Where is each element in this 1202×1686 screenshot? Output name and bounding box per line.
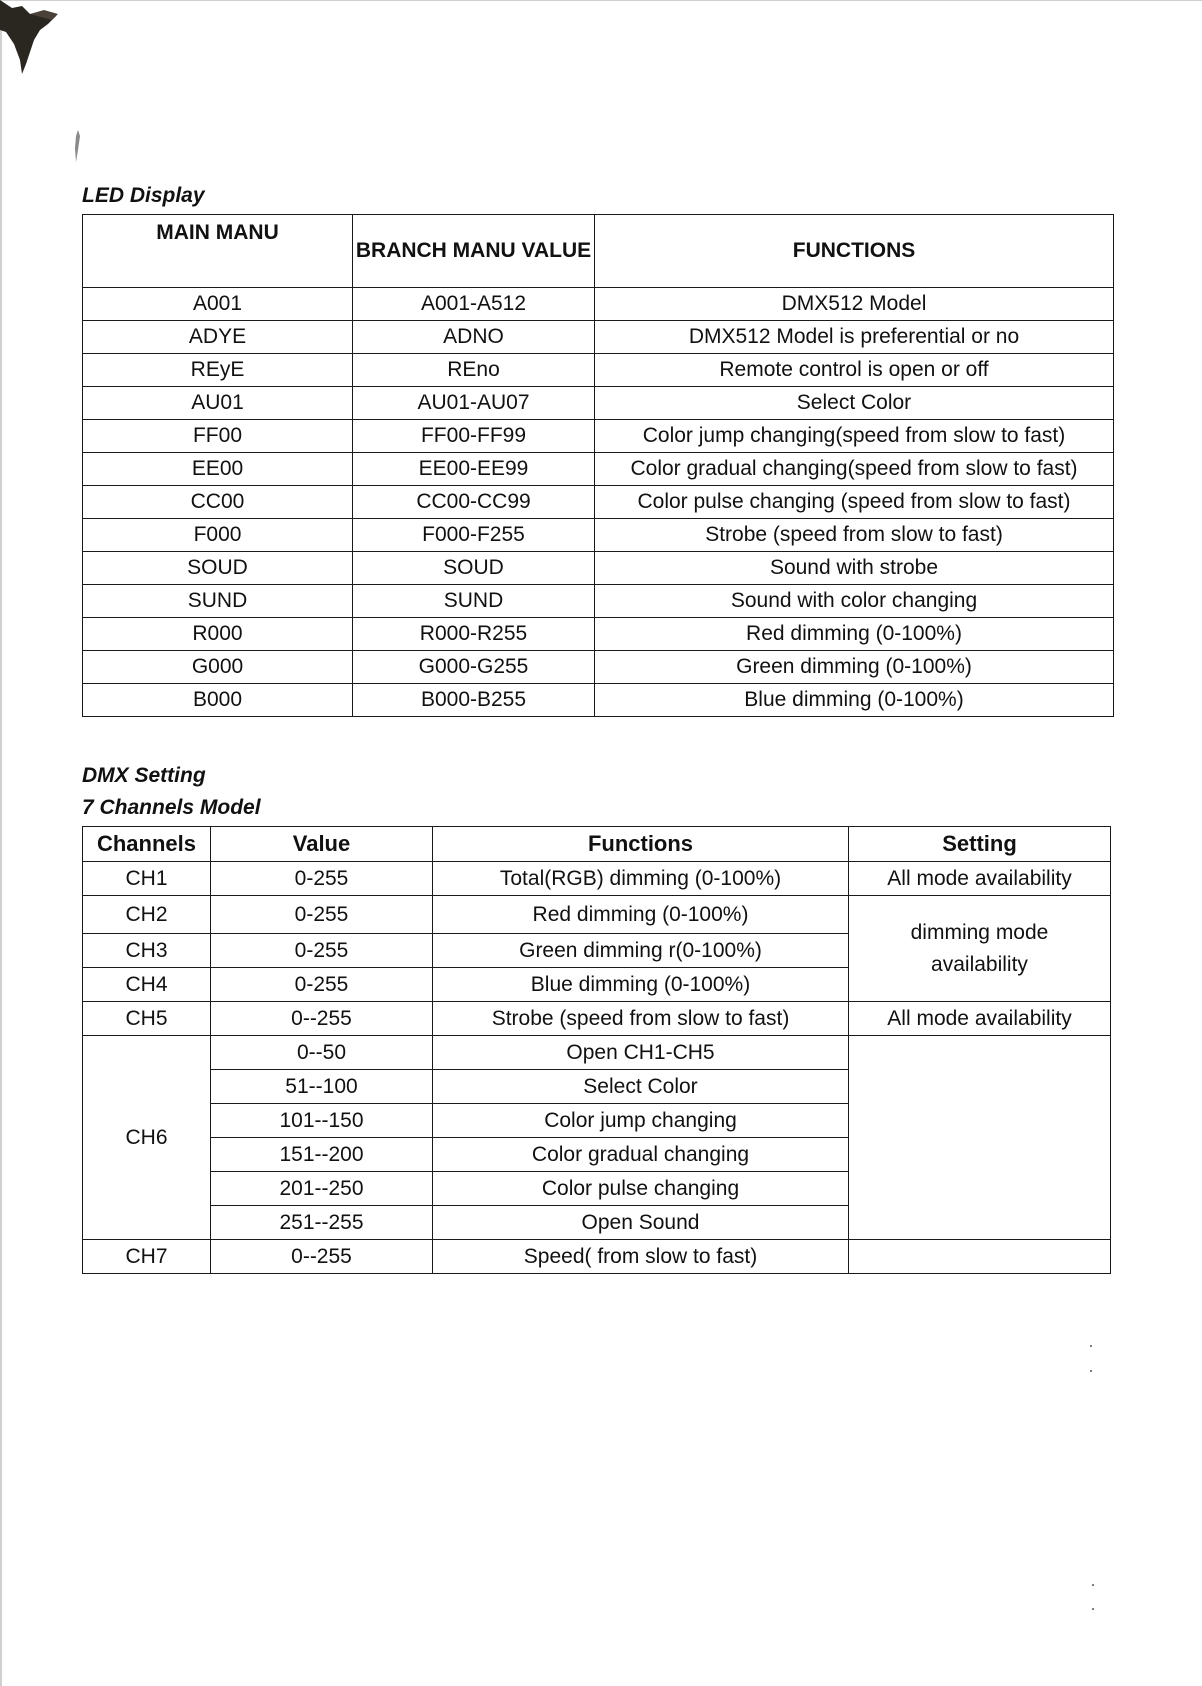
table-row: [83, 387, 1114, 420]
function-cell: Strobe (speed from slow to fast): [433, 1002, 849, 1036]
main-manu-cell: R000: [83, 618, 353, 651]
value-cell: 0--255: [211, 1240, 433, 1274]
table-row: [83, 862, 1111, 896]
function-cell: Color gradual changing(speed from slow to fast): [595, 453, 1114, 486]
dmx-channel-table: [82, 826, 1111, 1274]
channel-cell: CH5: [83, 1002, 211, 1036]
function-cell: Open Sound: [433, 1206, 849, 1240]
channel-cell: CH4: [83, 968, 211, 1002]
page-left-edge: [0, 0, 2, 1686]
function-cell: Sound with strobe: [595, 552, 1114, 585]
branch-value-cell: G000-G255: [353, 651, 595, 684]
table-row: [83, 453, 1114, 486]
scan-speck: [1092, 1608, 1094, 1610]
function-cell: DMX512 Model is preferential or no: [595, 321, 1114, 354]
table-row: [83, 354, 1114, 387]
functions-header: Functions: [433, 827, 849, 862]
table-row: [83, 321, 1114, 354]
setting-header: Setting: [849, 827, 1111, 862]
dmx-header-row: [83, 827, 1111, 862]
function-cell: Green dimming r(0-100%): [433, 934, 849, 968]
table-row: [83, 1240, 1111, 1274]
value-cell: 51--100: [211, 1070, 433, 1104]
main-manu-cell: A001: [83, 288, 353, 321]
main-manu-cell: SOUD: [83, 552, 353, 585]
function-cell: Speed( from slow to fast): [433, 1240, 849, 1274]
function-cell: Color pulse changing (speed from slow to fast): [595, 486, 1114, 519]
channel-cell: CH3: [83, 934, 211, 968]
functions-header: FUNCTIONS: [595, 215, 1114, 288]
scan-speck: [1090, 1345, 1092, 1347]
table-row: [83, 288, 1114, 321]
branch-value-cell: A001-A512: [353, 288, 595, 321]
branch-value-cell: F000-F255: [353, 519, 595, 552]
setting-cell: [849, 1240, 1111, 1274]
table-row: [83, 519, 1114, 552]
led-header-row: [83, 215, 1114, 288]
channels-header: Channels: [83, 827, 211, 862]
channel-cell: CH1: [83, 862, 211, 896]
function-cell: Blue dimming (0-100%): [433, 968, 849, 1002]
main-manu-cell: REyE: [83, 354, 353, 387]
function-cell: Blue dimming (0-100%): [595, 684, 1114, 717]
branch-value-cell: EE00-EE99: [353, 453, 595, 486]
scan-speck: [1092, 1584, 1094, 1586]
value-cell: 0-255: [211, 896, 433, 934]
table-row: [83, 585, 1114, 618]
table-row: [83, 1036, 1111, 1070]
setting-cell: All mode availability: [849, 862, 1111, 896]
page-top-edge: [0, 0, 1202, 1]
branch-value-cell: AU01-AU07: [353, 387, 595, 420]
branch-value-cell: SUND: [353, 585, 595, 618]
function-cell: Red dimming (0-100%): [595, 618, 1114, 651]
table-row: [83, 420, 1114, 453]
function-cell: DMX512 Model: [595, 288, 1114, 321]
branch-value-cell: ADNO: [353, 321, 595, 354]
main-manu-header: MAIN MANU: [83, 215, 353, 288]
dmx-setting-title: DMX Setting: [82, 764, 206, 787]
function-cell: Color jump changing: [433, 1104, 849, 1138]
led-display-table: [82, 214, 1114, 717]
led-display-title: LED Display: [82, 184, 205, 207]
branch-value-cell: B000-B255: [353, 684, 595, 717]
function-cell: Color pulse changing: [433, 1172, 849, 1206]
main-manu-cell: FF00: [83, 420, 353, 453]
value-cell: 201--250: [211, 1172, 433, 1206]
main-manu-cell: AU01: [83, 387, 353, 420]
value-cell: 0-255: [211, 862, 433, 896]
function-cell: Color gradual changing: [433, 1138, 849, 1172]
table-row: [83, 552, 1114, 585]
channels-model-subtitle: 7 Channels Model: [82, 796, 261, 819]
main-manu-cell: SUND: [83, 585, 353, 618]
table-row: [83, 651, 1114, 684]
value-cell: 0-255: [211, 968, 433, 1002]
function-cell: Open CH1-CH5: [433, 1036, 849, 1070]
main-manu-cell: G000: [83, 651, 353, 684]
branch-value-cell: R000-R255: [353, 618, 595, 651]
function-cell: Sound with color changing: [595, 585, 1114, 618]
function-cell: Strobe (speed from slow to fast): [595, 519, 1114, 552]
main-manu-cell: ADYE: [83, 321, 353, 354]
value-cell: 151--200: [211, 1138, 433, 1172]
channel-cell: CH7: [83, 1240, 211, 1274]
table-row: [83, 618, 1114, 651]
table-row: [83, 896, 1111, 934]
branch-manu-header: BRANCH MANU VALUE: [353, 215, 595, 288]
function-cell: Green dimming (0-100%): [595, 651, 1114, 684]
scan-speck: [1090, 1370, 1092, 1372]
function-cell: Red dimming (0-100%): [433, 896, 849, 934]
channel-cell: CH2: [83, 896, 211, 934]
branch-value-cell: REno: [353, 354, 595, 387]
function-cell: Color jump changing(speed from slow to fast): [595, 420, 1114, 453]
main-manu-cell: CC00: [83, 486, 353, 519]
table-row: [83, 1002, 1111, 1036]
function-cell: Total(RGB) dimming (0-100%): [433, 862, 849, 896]
channel-cell: CH6: [83, 1036, 211, 1240]
stray-pen-mark: [73, 130, 81, 162]
value-header: Value: [211, 827, 433, 862]
value-cell: 0--255: [211, 1002, 433, 1036]
main-manu-cell: B000: [83, 684, 353, 717]
value-cell: 101--150: [211, 1104, 433, 1138]
function-cell: Remote control is open or off: [595, 354, 1114, 387]
punch-hole-mark: [0, 0, 64, 76]
table-row: [83, 684, 1114, 717]
setting-cell: All mode availability: [849, 1002, 1111, 1036]
function-cell: Select Color: [595, 387, 1114, 420]
main-manu-cell: EE00: [83, 453, 353, 486]
main-manu-cell: F000: [83, 519, 353, 552]
setting-cell-dimming: dimming mode availability: [849, 896, 1111, 1002]
value-cell: 251--255: [211, 1206, 433, 1240]
branch-value-cell: FF00-FF99: [353, 420, 595, 453]
function-cell: Select Color: [433, 1070, 849, 1104]
table-row: [83, 486, 1114, 519]
branch-value-cell: SOUD: [353, 552, 595, 585]
branch-value-cell: CC00-CC99: [353, 486, 595, 519]
setting-cell-empty: [849, 1036, 1111, 1240]
value-cell: 0-255: [211, 934, 433, 968]
value-cell: 0--50: [211, 1036, 433, 1070]
